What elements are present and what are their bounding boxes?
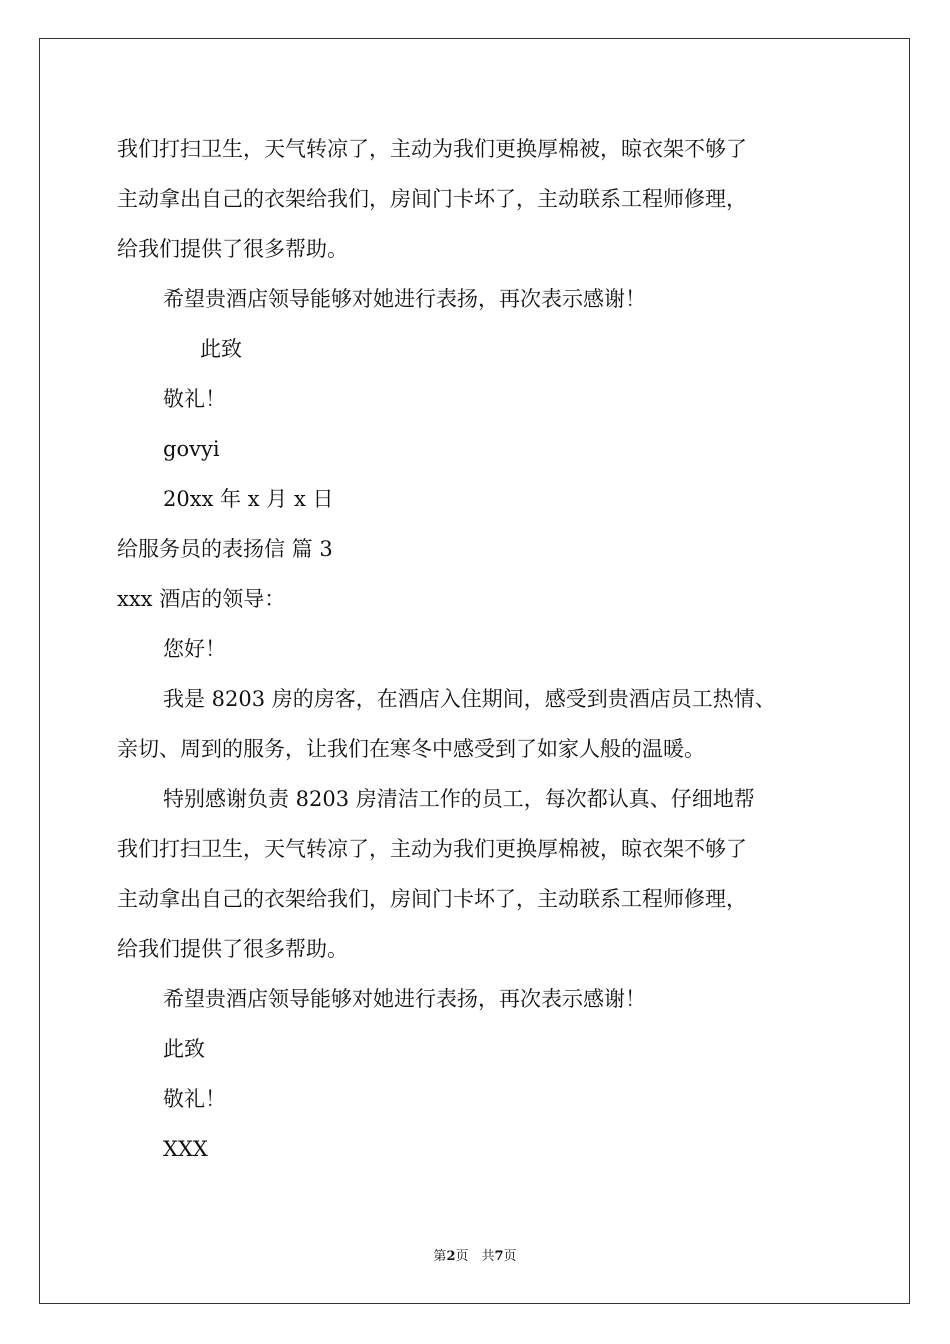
page-footer xyxy=(0,1248,950,1266)
date-line: 20xx 年 x 月 x 日 xyxy=(163,487,334,511)
current-page-number: 2 xyxy=(446,1249,456,1264)
text-line: 我们打扫卫生，天气转凉了，主动为我们更换厚棉被，晾衣架不够了 xyxy=(117,137,747,161)
signature-name: govyi xyxy=(163,437,220,461)
salutation-line: 敬礼！ xyxy=(163,387,226,411)
footer-prefix: 第 xyxy=(433,1249,447,1264)
total-page-number: 7 xyxy=(494,1249,504,1264)
text-line: 给我们提供了很多帮助。 xyxy=(117,237,348,261)
page-border xyxy=(39,38,910,1304)
text-line: 我是 8203 房的房客，在酒店入住期间，感受到贵酒店员工热情、 xyxy=(163,687,776,711)
signature-name: XXX xyxy=(163,1137,208,1161)
section-title: 给服务员的表扬信 篇 3 xyxy=(117,537,333,561)
footer-suffix: 页 xyxy=(503,1249,517,1264)
text-line: 主动拿出自己的衣架给我们，房间门卡坏了，主动联系工程师修理， xyxy=(117,887,747,911)
text-line: 亲切、周到的服务，让我们在寒冬中感受到了如家人般的温暖。 xyxy=(117,737,705,761)
text-line: 主动拿出自己的衣架给我们，房间门卡坏了，主动联系工程师修理， xyxy=(117,187,747,211)
footer-mid: 页 共 xyxy=(455,1249,495,1264)
text-line: 给我们提供了很多帮助。 xyxy=(117,937,348,961)
text-line: 希望贵酒店领导能够对她进行表扬，再次表示感谢！ xyxy=(163,987,646,1011)
closing-line: 此致 xyxy=(163,1037,205,1061)
text-line: 希望贵酒店领导能够对她进行表扬，再次表示感谢！ xyxy=(163,287,646,311)
text-line: 特别感谢负责 8203 房清洁工作的员工，每次都认真、仔细地帮 xyxy=(163,787,755,811)
greeting-line: 您好！ xyxy=(163,637,226,661)
closing-line: 此致 xyxy=(200,337,242,361)
text-line: 我们打扫卫生，天气转凉了，主动为我们更换厚棉被，晾衣架不够了 xyxy=(117,837,747,861)
salutation-line: 敬礼！ xyxy=(163,1087,226,1111)
addressee-line: xxx 酒店的领导： xyxy=(117,587,286,611)
